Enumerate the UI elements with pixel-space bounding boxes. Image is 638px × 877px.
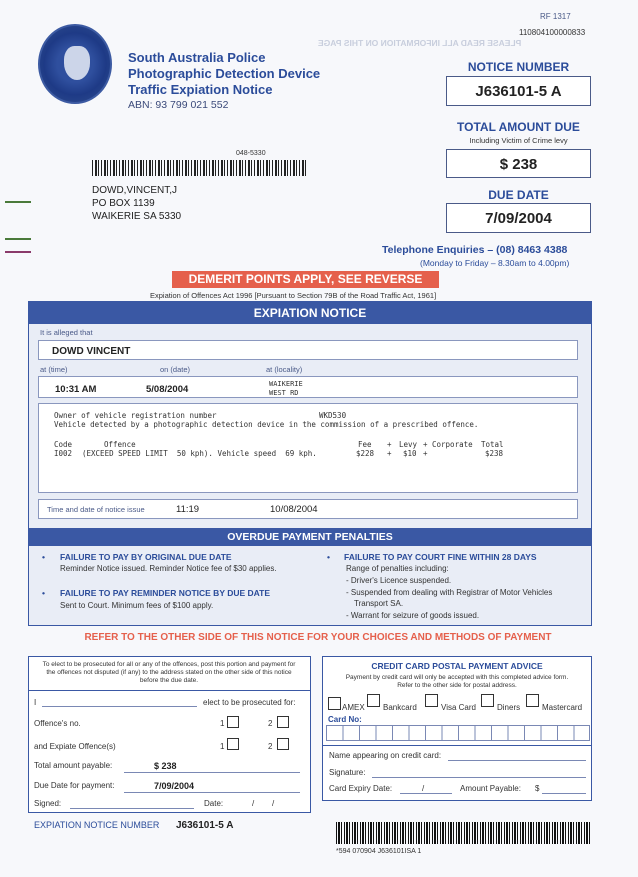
- election-divider: [28, 690, 311, 691]
- address-line-3: WAIKERIE SA 5330: [92, 211, 182, 222]
- abn: ABN: 93 799 021 552: [128, 99, 229, 111]
- diners-checkbox[interactable]: [481, 694, 494, 707]
- expiate-label: and Expiate Offence(s): [34, 742, 116, 751]
- issue-date: 10/08/2004: [270, 504, 318, 515]
- locality-line-2: WEST RD: [269, 389, 299, 397]
- total-value: $238: [485, 449, 504, 458]
- address-line-2: PO BOX 1139: [92, 198, 155, 209]
- code-header: Code: [54, 440, 73, 449]
- expiry-label: Card Expiry Date:: [329, 784, 393, 793]
- legislation-note: Expiation of Offences Act 1996 [Pursuant to Section 79B of the Road Traffic Act, 1961]: [150, 291, 437, 300]
- notice-type: Traffic Expiation Notice: [128, 82, 273, 97]
- offender-name: DOWD VINCENT: [52, 346, 131, 357]
- card-sub-2: Refer to the other side for postal address.: [397, 682, 517, 689]
- mastercard-label: Mastercard: [542, 703, 583, 712]
- total-payable-line: [124, 772, 300, 773]
- penalty-1-heading: FAILURE TO PAY BY ORIGINAL DUE DATE: [60, 552, 232, 562]
- ghost-header-text: PLEASE READ ALL INFORMATION ON THIS PAGE: [318, 38, 522, 48]
- barcode-code: 048-5330: [236, 150, 266, 157]
- signed-label: Signed:: [34, 799, 62, 808]
- mastercard-checkbox[interactable]: [526, 694, 539, 707]
- fold-mark: [5, 238, 31, 240]
- card-number-field[interactable]: [326, 725, 590, 741]
- expiate-1-label: 1: [220, 742, 225, 751]
- reference-number: 110804100000833: [519, 28, 586, 37]
- visa-label: Visa Card: [441, 703, 476, 712]
- penalty-2-text: Sent to Court. Minimum fees of $100 apply.: [60, 601, 214, 610]
- total-amount-sub: Including Victim of Crime levy: [469, 136, 568, 145]
- levy-header: Levy: [399, 440, 418, 449]
- expiation-notice-title: EXPIATION NOTICE: [28, 302, 592, 324]
- agency-name: South Australia Police: [128, 50, 266, 65]
- corporate-header: Corporate: [432, 440, 473, 449]
- offence-no-label: Offence's no.: [34, 719, 81, 728]
- penalty-3-item-2b: Transport SA.: [354, 599, 404, 608]
- card-no-label: Card No:: [328, 715, 362, 724]
- fee-header: Fee: [358, 440, 372, 449]
- penalty-3-heading: FAILURE TO PAY COURT FINE WITHIN 28 DAYS: [344, 552, 537, 562]
- mailing-address: [92, 184, 181, 223]
- expiry-slash: /: [422, 784, 425, 793]
- expiate-2-checkbox[interactable]: [277, 738, 289, 750]
- amount-payable-field[interactable]: [542, 793, 586, 794]
- i-label: I: [34, 698, 37, 707]
- expiry-field[interactable]: [400, 793, 452, 794]
- payment-barcode: [336, 822, 591, 844]
- cardholder-name-field[interactable]: [448, 760, 586, 761]
- offence-1-label: 1: [220, 719, 225, 728]
- offence-header: Offence: [104, 440, 136, 449]
- form-code: RF 1317: [540, 12, 571, 21]
- amex-checkbox[interactable]: [328, 697, 341, 710]
- fold-mark: [5, 201, 31, 203]
- penalty-3-item-1: - Driver's Licence suspended.: [346, 576, 452, 585]
- time-date-place-box: [38, 376, 578, 398]
- plus-sign: +: [423, 449, 428, 458]
- penalty-1-text: Reminder Notice issued. Reminder Notice fee of $30 applies.: [60, 564, 277, 573]
- bullet-1: •: [42, 552, 45, 562]
- penalty-3-text: Range of penalties including:: [346, 564, 449, 573]
- total-payable-label: Total amount payable:: [34, 761, 113, 770]
- offence-2-label: 2: [268, 719, 273, 728]
- card-divider: [322, 745, 592, 746]
- overdue-penalties-title: OVERDUE PAYMENT PENALTIES: [28, 528, 592, 546]
- refer-other-side: REFER TO THE OTHER SIDE OF THIS NOTICE FOR YOUR CHOICES AND METHODS OF PAYMENT: [84, 632, 552, 643]
- penalty-3-item-3: - Warrant for seizure of goods issued.: [346, 611, 480, 620]
- penalty-2-heading: FAILURE TO PAY REMINDER NOTICE BY DUE DATE: [60, 588, 271, 598]
- addressee-name: DOWD,VINCENT,J: [92, 185, 177, 196]
- alleged-label: It is alleged that: [40, 328, 93, 337]
- plus-sign: +: [387, 449, 392, 458]
- offence-2-checkbox[interactable]: [277, 716, 289, 728]
- notice-number-footer: J636101-5 A: [176, 820, 234, 831]
- offence-time: 10:31 AM: [55, 384, 97, 395]
- phone-enquiries: Telephone Enquiries – (08) 8463 4388: [382, 244, 568, 256]
- due-payment-line: [124, 792, 300, 793]
- total-amount-label: TOTAL AMOUNT DUE: [457, 120, 580, 134]
- phone-hours: (Monday to Friday – 8.30am to 4.00pm): [420, 258, 570, 268]
- bankcard-label: Bankcard: [383, 703, 417, 712]
- signature-field[interactable]: [70, 808, 194, 809]
- fee-value: $228: [356, 449, 375, 458]
- offence-1-checkbox[interactable]: [227, 716, 239, 728]
- time-label: at (time): [40, 365, 68, 374]
- name-field[interactable]: [42, 706, 197, 707]
- locality-line-1: WAIKERIE: [269, 380, 303, 388]
- locality-label: at (locality): [266, 365, 303, 374]
- postal-barcode: [92, 160, 307, 176]
- owner-line: Owner of vehicle registration number: [54, 411, 217, 420]
- due-payment-value: 7/09/2004: [154, 781, 195, 791]
- visa-checkbox[interactable]: [425, 694, 438, 707]
- bullet-3: •: [327, 552, 330, 562]
- demerit-banner: DEMERIT POINTS APPLY, SEE REVERSE: [172, 271, 439, 288]
- card-signature-label: Signature:: [329, 768, 366, 777]
- plus-sign: +: [387, 440, 392, 449]
- expiate-2-label: 2: [268, 742, 273, 751]
- notice-number-footer-label: EXPIATION NOTICE NUMBER: [34, 820, 160, 830]
- amount-payable-label: Amount Payable:: [460, 784, 521, 793]
- elect-label: elect to be prosecuted for:: [203, 698, 296, 707]
- penalty-3-item-2: - Suspended from dealing with Registrar of Motor Vehicles: [346, 588, 553, 597]
- total-header: Total: [481, 440, 504, 449]
- registration-number: WKD530: [319, 411, 347, 420]
- device-name: Photographic Detection Device: [128, 66, 321, 81]
- election-intro: To elect to be prosecuted for all or any of the offences, post this portion and payment for the offences not disputed (if any) to the address stated on the other side of this notice before the due date.: [42, 661, 296, 684]
- offence-date: 5/08/2004: [146, 384, 189, 395]
- diners-label: Diners: [497, 703, 521, 712]
- amount-dollar: $: [535, 784, 540, 793]
- total-payable-value: $ 238: [154, 761, 177, 771]
- date-label: on (date): [160, 365, 191, 374]
- plus-sign: +: [423, 440, 428, 449]
- issue-label: Time and date of notice issue: [47, 505, 145, 514]
- card-sub-1: Payment by credit card will only be accepted with this completed advice form.: [345, 674, 569, 681]
- levy-value: $10: [403, 449, 417, 458]
- due-date-box: 7/09/2004: [446, 203, 591, 233]
- total-amount-box: $ 238: [446, 149, 591, 178]
- amex-label: AMEX: [342, 703, 365, 712]
- date-label: Date:: [204, 799, 224, 808]
- cardholder-name-label: Name appearing on credit card:: [329, 751, 442, 760]
- offence-description: (EXCEED SPEED LIMIT 50 kph). Vehicle speed 69 kph.: [82, 449, 317, 458]
- issue-time: 11:19: [176, 504, 200, 515]
- date-slashes: / /: [252, 799, 275, 808]
- card-signature-field[interactable]: [372, 777, 586, 778]
- detected-line: Vehicle detected by a photographic detection device in the commission of a prescribed offence.: [54, 420, 479, 429]
- notice-number-box: J636101-5 A: [446, 76, 591, 106]
- expiate-1-checkbox[interactable]: [227, 738, 239, 750]
- due-payment-label: Due Date for payment:: [34, 781, 115, 790]
- bullet-2: •: [42, 588, 45, 598]
- fold-mark: [5, 251, 31, 253]
- notice-number-label: NOTICE NUMBER: [467, 60, 570, 74]
- due-date-label: DUE DATE: [488, 188, 549, 202]
- barcode-text: *594 070904 J636101ISA 1: [336, 848, 422, 855]
- agency-title: [128, 50, 320, 98]
- offence-code: I002: [54, 449, 73, 458]
- bankcard-checkbox[interactable]: [367, 694, 380, 707]
- sa-police-seal: [38, 24, 112, 104]
- card-title: CREDIT CARD POSTAL PAYMENT ADVICE: [371, 661, 543, 671]
